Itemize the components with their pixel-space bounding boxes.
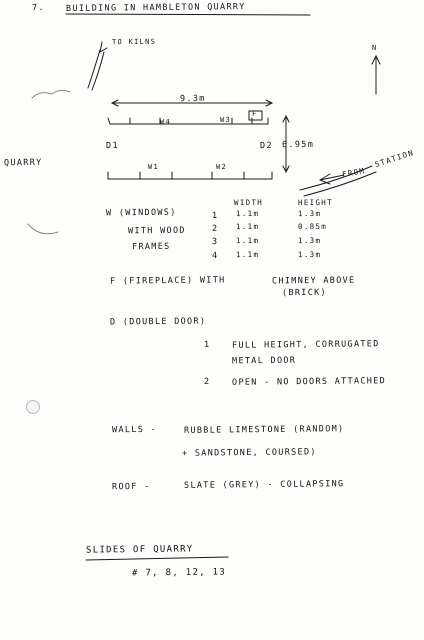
fireplace-chimney-note: CHIMNEY ABOVE [271, 275, 356, 287]
walls-material-2: + SANDSTONE, COURSED) [181, 447, 317, 459]
table-cell-height: 1.3m [297, 249, 322, 260]
dimension-width: 6.95m [281, 139, 315, 151]
window-marks-top [130, 115, 252, 127]
window-w1-label: W1 [147, 162, 160, 172]
table-cell-number: 4 [211, 250, 219, 262]
windows-note-line-1: WITH WOOD [127, 225, 186, 237]
door-1-number: 1 [203, 339, 211, 351]
window-marks-bottom [140, 172, 244, 179]
door-1-description: FULL HEIGHT, CORRUGATED [231, 339, 380, 351]
table-cell-width: 1.1m [235, 249, 260, 260]
fireplace-chimney-material: (BRICK) [281, 287, 327, 299]
table-cell-height: 1.3m [297, 235, 322, 246]
window-w2-label: W2 [215, 162, 228, 172]
table-cell-number: 1 [211, 210, 219, 222]
fireplace-label: F [251, 109, 258, 119]
walls-material-1: RUBBLE LIMESTONE (RANDOM) [183, 424, 345, 436]
slides-heading: SLIDES OF QUARRY [85, 544, 194, 556]
wall-top [108, 115, 268, 127]
note-number: 7. [31, 2, 45, 14]
column-header-height: HEIGHT [297, 197, 333, 208]
door-2-description: OPEN - NO DOORS ATTACHED [231, 376, 387, 388]
table-cell-height: 0.85m [297, 221, 328, 232]
fireplace-description: F (FIREPLACE) WITH [109, 275, 226, 287]
slides-numbers: # 7, 8, 12, 13 [131, 567, 227, 579]
windows-label: W (WINDOWS) [105, 207, 177, 219]
dimension-length: 9.3m [179, 93, 206, 105]
table-cell-height: 1.3m [297, 208, 322, 219]
doors-label: D (DOUBLE DOOR) [109, 316, 207, 328]
kilns-path-line-a [88, 50, 100, 88]
to-kilns-label: TO KILNS [111, 37, 157, 47]
door-2-number: 2 [203, 376, 211, 388]
slides-underline [86, 557, 228, 560]
kilns-arrow-head [100, 42, 107, 52]
window-w4-label: W4 [159, 117, 172, 127]
door-d1-label: D1 [105, 140, 119, 152]
door-1-material: METAL DOOR [231, 355, 297, 367]
table-cell-number: 2 [211, 223, 219, 235]
roof-label: ROOF - [111, 481, 151, 493]
table-cell-number: 3 [211, 236, 219, 248]
from-label: FROM [341, 166, 366, 179]
scribble-mark [32, 90, 70, 98]
station-label: STATION [373, 147, 416, 170]
wall-bottom [108, 172, 272, 179]
page-title: BUILDING IN HAMBLETON QUARRY [65, 2, 246, 14]
column-header-width: WIDTH [233, 197, 264, 208]
table-cell-width: 1.1m [235, 235, 260, 246]
roof-description: SLATE (GREY) - COLLAPSING [183, 479, 345, 491]
scribble-mark [28, 224, 58, 234]
quarry-label: QUARRY [3, 157, 43, 169]
walls-label: WALLS - [111, 424, 157, 436]
door-d2-label: D2 [259, 140, 273, 152]
north-label: N [371, 43, 378, 53]
window-w3-label: W3 [219, 115, 232, 125]
table-cell-width: 1.1m [235, 208, 260, 219]
windows-note-line-2: FRAMES [131, 241, 171, 253]
table-cell-width: 1.1m [235, 221, 260, 232]
title-underline [66, 14, 310, 15]
